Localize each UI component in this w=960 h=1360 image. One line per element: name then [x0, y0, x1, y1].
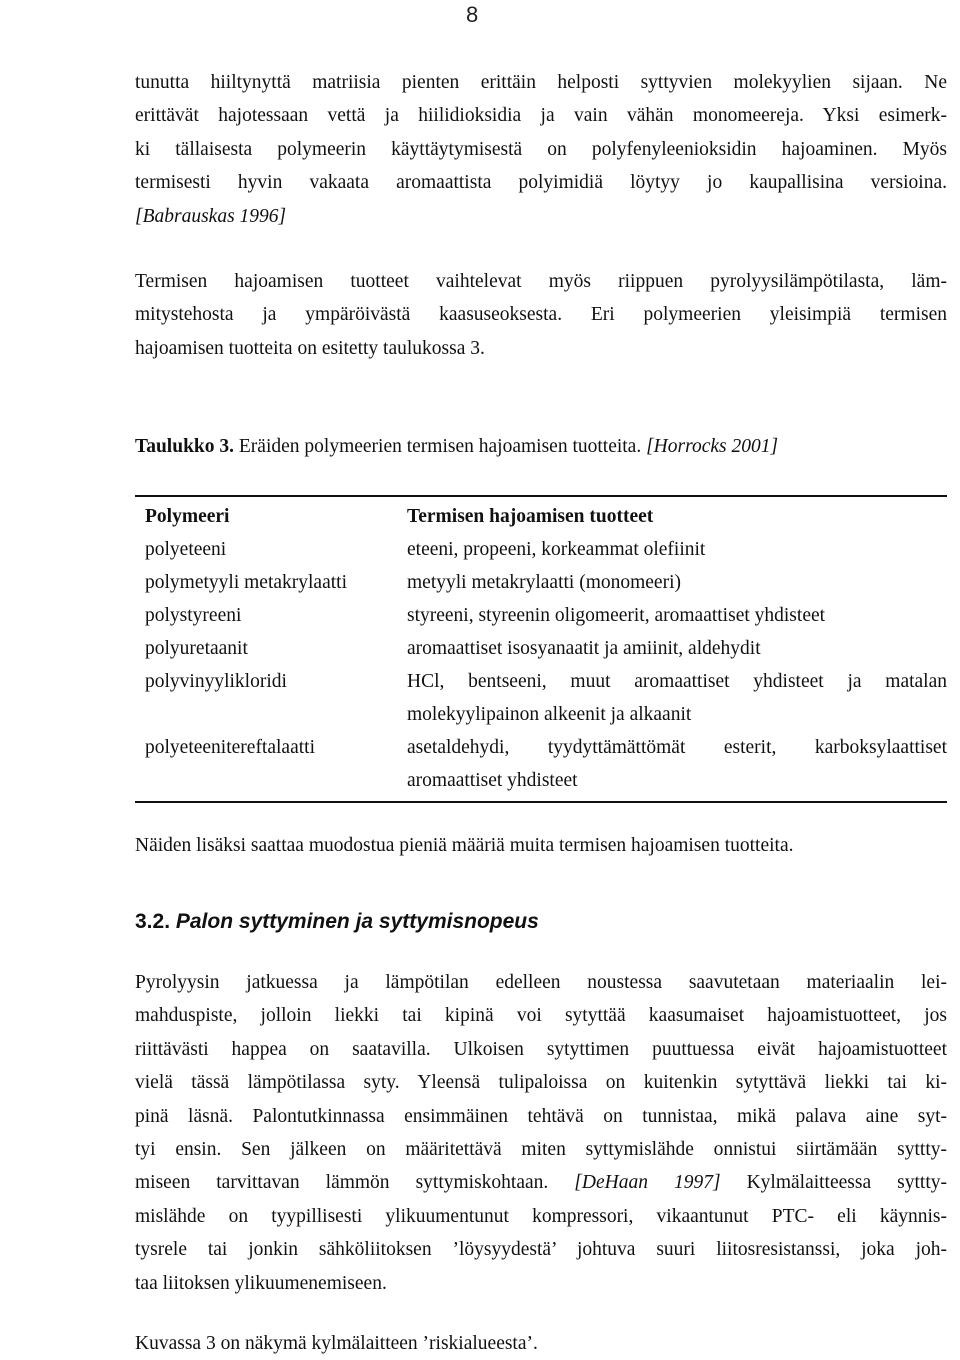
products-line: asetaldehydi, tyydyttämättömät esterit, karboksylaattiset: [407, 737, 947, 758]
table-caption: [135, 430, 947, 463]
products-cell: [395, 599, 947, 632]
table-row: [135, 731, 947, 801]
polymer-cell: polymetyyli metakrylaatti: [145, 572, 347, 593]
decomposition-table: [135, 495, 947, 803]
text-line: Näiden lisäksi saattaa muodostua pieniä määriä muita termisen hajoamisen tuotteita.: [135, 835, 794, 856]
text-line: riittävästi happea on saatavilla. Ulkoisen sytyttimen puuttuessa eivät hajoamistuotteet: [135, 1038, 947, 1060]
products-line: metyyli metakrylaatti (monomeeri): [407, 572, 681, 593]
paragraph-thermal-products: [135, 265, 947, 365]
products-cell: [395, 632, 947, 665]
text-line: tunutta hiiltynyttä matriisia pienten erittäin helposti syttyvien molekyylien sijaan. Ne: [135, 72, 947, 93]
table-caption-text: Eräiden polymeerien termisen hajoamisen tuotteita.: [234, 436, 647, 457]
products-cell: [395, 731, 947, 801]
text-line: termisesti hyvin vakaata aromaattista polyimidiä löytyy jo kaupallisina versioina.: [135, 172, 947, 194]
products-line: eteeni, propeeni, korkeammat olefiinit: [407, 539, 706, 560]
citation: [Babrauskas 1996]: [135, 205, 287, 227]
products-cell: [395, 566, 947, 599]
text-line: hajoamisen tuotteita on esitetty taulukossa 3.: [135, 337, 485, 359]
products-line: styreeni, styreenin oligomeerit, aromaattiset yhdisteet: [407, 605, 826, 626]
text-line: Kuvassa 3 on näkymä kylmälaitteen ’riskialueesta’.: [135, 1333, 538, 1354]
text-line: mislähde on tyypillisesti ylikuumentunut kompressori, vikaantunut PTC- eli käynnis-: [135, 1205, 947, 1227]
text-line: erittävät hajotessaan vettä ja hiilidioksidia ja vain vähän monomeereja. Yksi esimerk-: [135, 105, 947, 127]
paragraph-ignition: [135, 966, 947, 1300]
paragraph-figure-reference: [135, 1327, 947, 1360]
polymer-cell: polyvinyylikloridi: [145, 671, 287, 692]
text-line: mitystehosta ja ympäröivästä kaasuseoksesta. Eri polymeerien yleisimpiä termisen: [135, 304, 947, 326]
table-row: [135, 533, 947, 566]
table-caption-label: Taulukko 3.: [135, 436, 235, 457]
table-row: [135, 632, 947, 665]
table-row: [135, 566, 947, 599]
products-line: HCl, bentseeni, muut aromaattiset yhdisteet ja matalan: [407, 671, 947, 692]
section-number: 3.2.: [135, 910, 171, 933]
table-row: [135, 599, 947, 632]
products-cell: [395, 533, 947, 566]
text-fragment: Kylmälaitteessa syttty-: [720, 1172, 947, 1194]
paragraph-additional-products: [135, 829, 947, 862]
text-line: tysrele tai jonkin sähköliitoksen ’löysyydestä’ johtuva suuri liitosresistanssi, joka joh-: [135, 1239, 947, 1261]
products-cell: [395, 665, 947, 731]
table-row: [135, 665, 947, 731]
text-line: [135, 1166, 947, 1199]
text-line: taa liitoksen ylikuumenemiseen.: [135, 1272, 387, 1294]
polymer-cell: polyeteeni: [145, 539, 227, 560]
table-header-row: [135, 497, 947, 533]
text-line: mahduspiste, jolloin liekki tai kipinä voi sytyttää kaasumaiset hajoamistuotteet, jos: [135, 1005, 947, 1027]
citation: [DeHaan 1997]: [574, 1172, 721, 1194]
text-line: ki tällaisesta polymeerin käyttäytymisestä on polyfenyleenioksidin hajoaminen. Myös: [135, 138, 947, 160]
products-line: aromaattiset isosyanaatit ja amiinit, aldehydit: [407, 638, 761, 659]
section-heading: [135, 910, 539, 934]
column-header-polymer: Polymeeri: [145, 506, 230, 527]
column-header-products: Termisen hajoamisen tuotteet: [407, 506, 654, 527]
text-line: Pyrolyysin jatkuessa ja lämpötilan edelleen noustessa saavutetaan materiaalin lei-: [135, 972, 947, 993]
text-line: vielä tässä lämpötilassa syty. Yleensä tulipaloissa on kuitenkin sytyttävä liekki tai ki-: [135, 1072, 947, 1094]
text-line: pinä läsnä. Palontutkinnassa ensimmäinen tehtävä on tunnistaa, mikä palava aine syt-: [135, 1105, 947, 1127]
page-number: 8: [466, 2, 479, 27]
products-line: aromaattiset yhdisteet: [407, 770, 578, 791]
products-line: molekyylipainon alkeenit ja alkaanit: [407, 704, 692, 725]
section-title: Palon syttyminen ja syttymisnopeus: [175, 910, 539, 933]
paragraph-polymer-decomposition: [135, 66, 947, 233]
polymer-cell: polystyreeni: [145, 605, 242, 626]
polymer-cell: polyuretaanit: [145, 638, 248, 659]
text-line: Termisen hajoamisen tuotteet vaihtelevat myös riippuen pyrolyysilämpötilasta, läm-: [135, 271, 947, 292]
table-caption-citation: [Horrocks 2001]: [646, 436, 779, 457]
polymer-cell: polyeteenitereftalaatti: [145, 737, 315, 758]
text-fragment: miseen tarvittavan lämmön syttymiskohtaan.: [135, 1172, 575, 1194]
text-line: tyi ensin. Sen jälkeen on määritettävä miten syttymislähde onnistui siirtämään syttty-: [135, 1139, 947, 1161]
